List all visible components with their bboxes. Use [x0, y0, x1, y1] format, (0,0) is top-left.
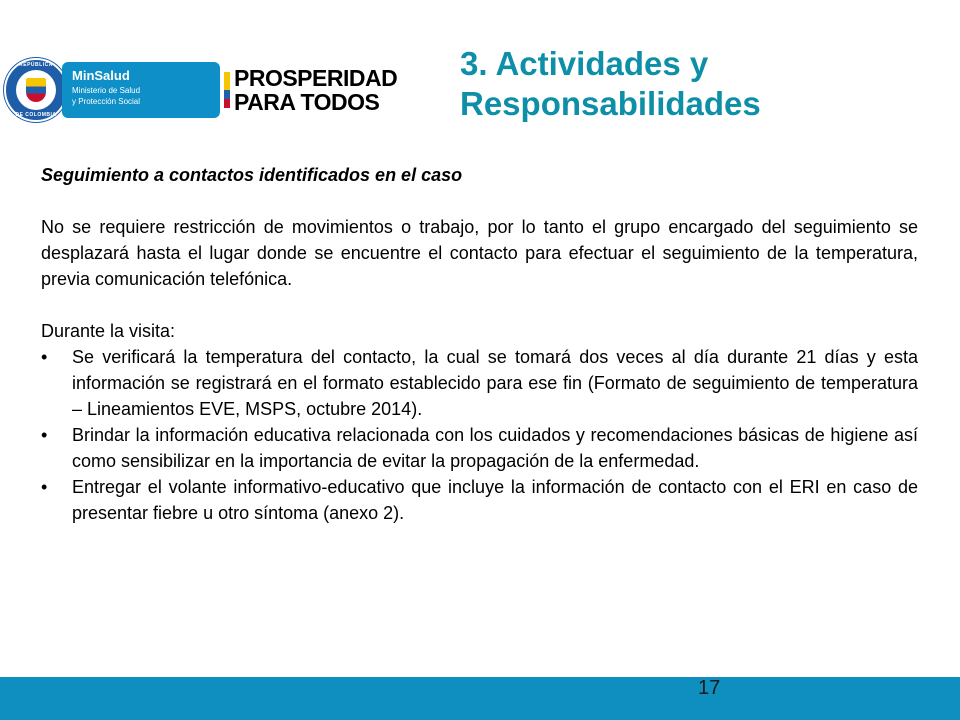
- list-item: [41, 474, 918, 526]
- colombia-seal-logo: [4, 58, 68, 122]
- minsalud-subtitle-line1: Ministerio de Salud: [72, 86, 141, 95]
- bullet-icon: •: [41, 477, 48, 497]
- footer-bar: [0, 677, 960, 720]
- prosperidad-line1: PROSPERIDAD: [234, 65, 398, 91]
- intro-paragraph: No se requiere restricción de movimientos o trabajo, por lo tanto el grupo encargado del seguimiento se desplazará hasta el lugar donde se encuentre el contacto para efectuar el seguimiento de la temperatura, previa comunicación telefónica.: [41, 217, 918, 289]
- slide-title: [460, 44, 940, 124]
- shield-icon: [26, 78, 46, 102]
- bullet-icon: •: [41, 425, 48, 445]
- flag-icon: [224, 72, 230, 108]
- bullet-list: [41, 344, 918, 526]
- seal-bottom-text: DE COLOMBIA: [15, 112, 57, 118]
- list-item-text: Entregar el volante informativo-educativo que incluye la información de contacto con el ERI en caso de presentar fiebre u otro síntoma (anexo 2).: [72, 477, 918, 523]
- slide-content: [41, 162, 918, 526]
- seal-top-text: REPÚBLICA: [19, 62, 53, 68]
- page-number: 17: [698, 677, 721, 699]
- minsalud-logo: [62, 62, 220, 118]
- minsalud-subtitle-line2: y Protección Social: [72, 97, 141, 106]
- list-lead: Durante la visita:: [41, 321, 176, 341]
- list-item-text: Se verificará la temperatura del contacto, la cual se tomará dos veces al día durante 21 días y esta información se registrará en el formato establecido para ese fin (Formato de seguimiento de temperatura – Lineamientos EVE, MSPS, octubre 2014).: [72, 347, 918, 419]
- section-subtitle: Seguimiento a contactos identificados en el caso: [41, 165, 463, 185]
- list-item: [41, 344, 918, 422]
- header-logos: [0, 48, 420, 132]
- prosperidad-logo: [224, 64, 404, 116]
- minsalud-name: MinSalud: [72, 68, 130, 83]
- seal-center: [16, 70, 56, 110]
- prosperidad-line2: PARA TODOS: [234, 89, 380, 115]
- list-item-text: Brindar la información educativa relacionada con los cuidados y recomendaciones básicas de higiene así como sensibilizar en la importancia de evitar la propagación de la enfermedad.: [72, 425, 918, 471]
- list-item: [41, 422, 918, 474]
- bullet-icon: •: [41, 347, 48, 367]
- slide-title-line2: Responsabilidades: [460, 85, 761, 122]
- slide-title-line1: 3. Actividades y: [460, 45, 709, 82]
